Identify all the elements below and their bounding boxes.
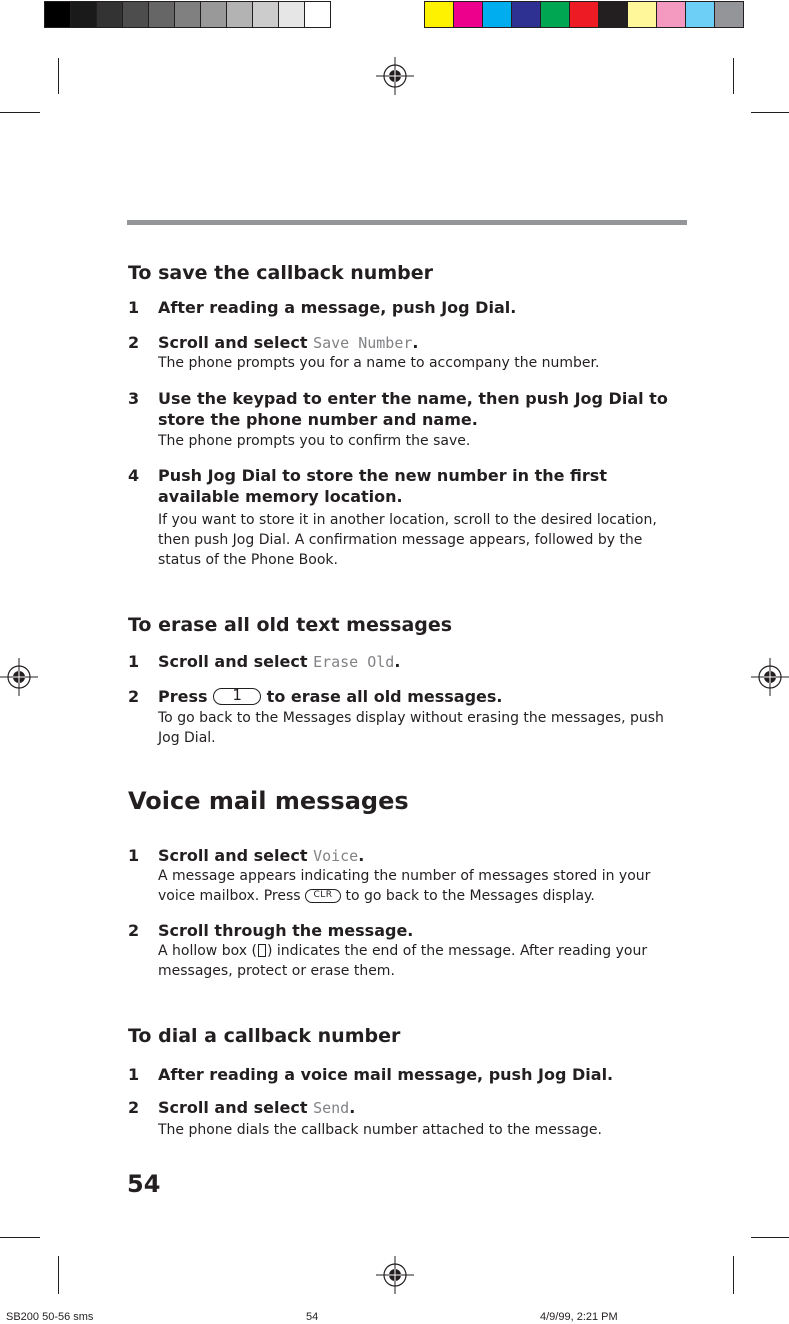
heading-erase-old: To erase all old text messages bbox=[128, 614, 453, 636]
step-title-text: . bbox=[412, 333, 419, 352]
step-description-text: to go back to the Messages display. bbox=[341, 888, 595, 904]
step-description-text: ) indicates the end of the message. After reading your messages, protect or erase them. bbox=[158, 943, 648, 979]
lcd-menu-item: Send bbox=[313, 1099, 350, 1117]
page-number: 54 bbox=[127, 1170, 161, 1198]
step-title bbox=[158, 845, 688, 867]
step-title bbox=[158, 332, 688, 354]
step-description: The phone dials the callback number attached to the message. bbox=[158, 1122, 602, 1138]
step-description-text: A message appears indicating the number of messages stored in your voice mailbox. Press bbox=[158, 868, 651, 904]
step-number: 2 bbox=[128, 1098, 140, 1117]
step-title: Scroll through the message. bbox=[158, 921, 414, 940]
heading-dial-callback: To dial a callback number bbox=[128, 1025, 401, 1047]
step-number: 4 bbox=[128, 466, 140, 485]
step-number: 1 bbox=[128, 846, 140, 865]
step-description: If you want to store it in another location, scroll to the desired location, then push Jog Dial. A confirmation message appears, followed by the status of the Phone Book. bbox=[158, 512, 657, 568]
step-title-text: Scroll and select bbox=[158, 846, 314, 865]
step-title-text: . bbox=[394, 652, 401, 671]
step-title-text: . bbox=[358, 846, 365, 865]
slug-page: 54 bbox=[306, 1311, 319, 1323]
step-title: Push Jog Dial to store the new number in the first available memory location. bbox=[158, 466, 607, 506]
step-title: After reading a voice mail message, push Jog Dial. bbox=[158, 1065, 614, 1084]
step-description: The phone prompts you for a name to accompany the number. bbox=[158, 355, 600, 371]
lcd-menu-item: Voice bbox=[313, 847, 359, 865]
lcd-menu-item: Erase Old bbox=[313, 653, 395, 671]
step-title-text: . bbox=[349, 1098, 356, 1117]
heading-voice-mail: Voice mail messages bbox=[128, 787, 409, 815]
lcd-menu-item: Save Number bbox=[313, 334, 413, 352]
step-description-text: A hollow box ( bbox=[158, 943, 257, 959]
clr-key-icon bbox=[305, 889, 341, 903]
step-number: 2 bbox=[128, 333, 140, 352]
step-number: 1 bbox=[128, 652, 140, 671]
slug-date: 4/9/99, 2:21 PM bbox=[540, 1311, 618, 1323]
hollow-box-icon bbox=[258, 944, 266, 957]
step-title bbox=[158, 686, 688, 707]
step-title-text: Scroll and select bbox=[158, 652, 314, 671]
step-title: After reading a message, push Jog Dial. bbox=[158, 298, 517, 317]
step-description bbox=[158, 941, 688, 981]
step-title-text: to erase all old messages. bbox=[261, 687, 503, 706]
step-title-text: Press bbox=[158, 687, 214, 706]
heading-save-callback: To save the callback number bbox=[128, 262, 433, 284]
step-number: 2 bbox=[128, 921, 140, 940]
step-title-text: Scroll and select bbox=[158, 1098, 314, 1117]
step-number: 1 bbox=[128, 298, 140, 317]
step-title-text: Scroll and select bbox=[158, 333, 314, 352]
step-description bbox=[158, 866, 688, 906]
step-number: 1 bbox=[128, 1065, 140, 1084]
key-label: CLR bbox=[313, 890, 333, 900]
step-description: To go back to the Messages display without erasing the messages, push Jog Dial. bbox=[158, 710, 664, 746]
key-label: 1 bbox=[232, 686, 242, 704]
step-title bbox=[158, 1097, 688, 1119]
step-description: The phone prompts you to confirm the save. bbox=[158, 433, 471, 449]
step-title: Use the keypad to enter the name, then push Jog Dial to store the phone number and name. bbox=[158, 389, 668, 429]
step-number: 3 bbox=[128, 389, 140, 408]
step-title bbox=[158, 651, 688, 673]
key-1-icon bbox=[213, 688, 261, 705]
slug-filename: SB200 50-56 sms bbox=[6, 1311, 94, 1323]
step-number: 2 bbox=[128, 687, 140, 706]
